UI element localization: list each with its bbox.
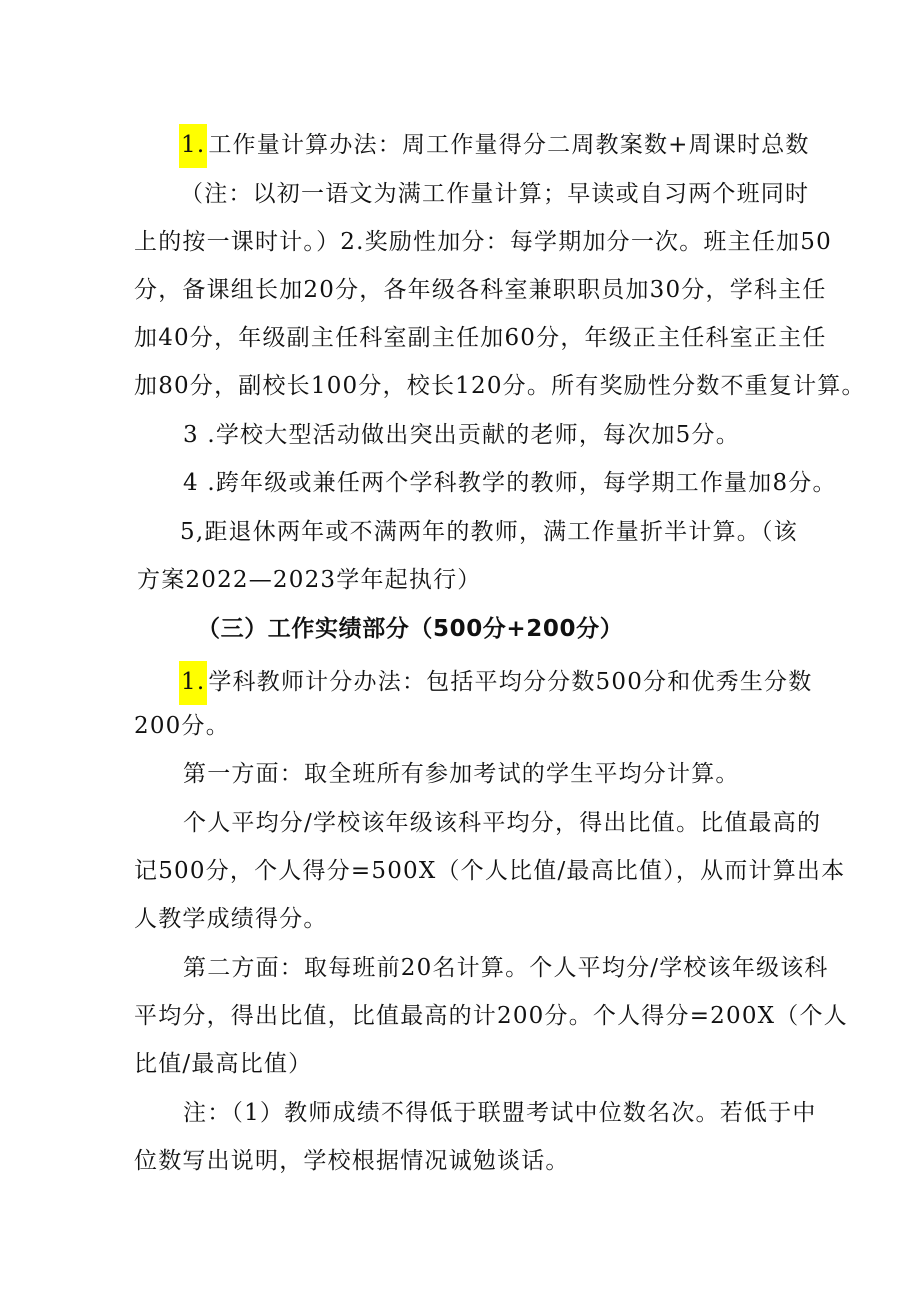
note-2-line: 位数写出说明，学校根据情况诚勉谈话。 — [134, 1148, 570, 1174]
note-line: （注：以初一语文为满工作量计算；早读或自习两个班同时 — [180, 181, 810, 207]
aspect-2-line: 比值/最高比值） — [134, 1051, 313, 1077]
aspect-1-line: 第一方面：取全班所有参加考试的学生平均分计算。 — [183, 761, 740, 787]
section-3-item-1-text: 学科教师计分办法：包括平均分分数500分和优秀生分数 — [208, 669, 813, 695]
item-5-line: 5,距退休两年或不满两年的教师，满工作量折半计算。（该 — [180, 519, 798, 545]
note-line: 上的按一课时计。）2.奖励性加分：每学期加分一次。班主任加50 — [134, 229, 832, 255]
section-3-item-1-cont: 200分。 — [134, 713, 230, 739]
note-line: 加80分，副校长100分，校长120分。所有奖励性分数不重复计算。 — [134, 373, 866, 399]
note-line: 加40分，年级副主任科室副主任加60分，年级正主任科室正主任 — [134, 325, 827, 351]
item-3-line: 3 .学校大型活动做出突出贡献的老师，每次加5分。 — [183, 422, 740, 448]
item-1-text: 工作量计算办法：周工作量得分二周教案数+周课时总数 — [208, 132, 810, 158]
note-2-line: 注：（1）教师成绩不得低于联盟考试中位数名次。若低于中 — [183, 1100, 817, 1126]
aspect-1-line: 记500分，个人得分=500X（个人比值/最高比值），从而计算出本 — [134, 858, 846, 884]
item-number-highlight: 1. — [179, 124, 207, 168]
aspect-2-line: 第二方面：取每班前20名计算。个人平均分/学校该年级该科 — [183, 955, 829, 981]
aspect-2-line: 平均分，得出比值，比值最高的计200分。个人得分=200X（个人 — [134, 1003, 848, 1029]
section-heading: （三）工作实绩部分（500分+200分） — [197, 616, 624, 642]
aspect-1-line: 个人平均分/学校该年级该科平均分，得出比值。比值最高的 — [183, 810, 822, 836]
note-line: 分，备课组长加20分，各年级各科室兼职职员加30分，学科主任 — [134, 277, 827, 303]
item-4-line: 4 .跨年级或兼任两个学科教学的教师，每学期工作量加8分。 — [183, 470, 837, 496]
section-3-item-1-line — [179, 661, 812, 705]
item-number-highlight: 1. — [179, 661, 207, 705]
item-5-line: 方案2022—2023学年起执行） — [137, 567, 482, 593]
item-1-line — [179, 124, 810, 168]
aspect-1-line: 人教学成绩得分。 — [134, 906, 328, 932]
